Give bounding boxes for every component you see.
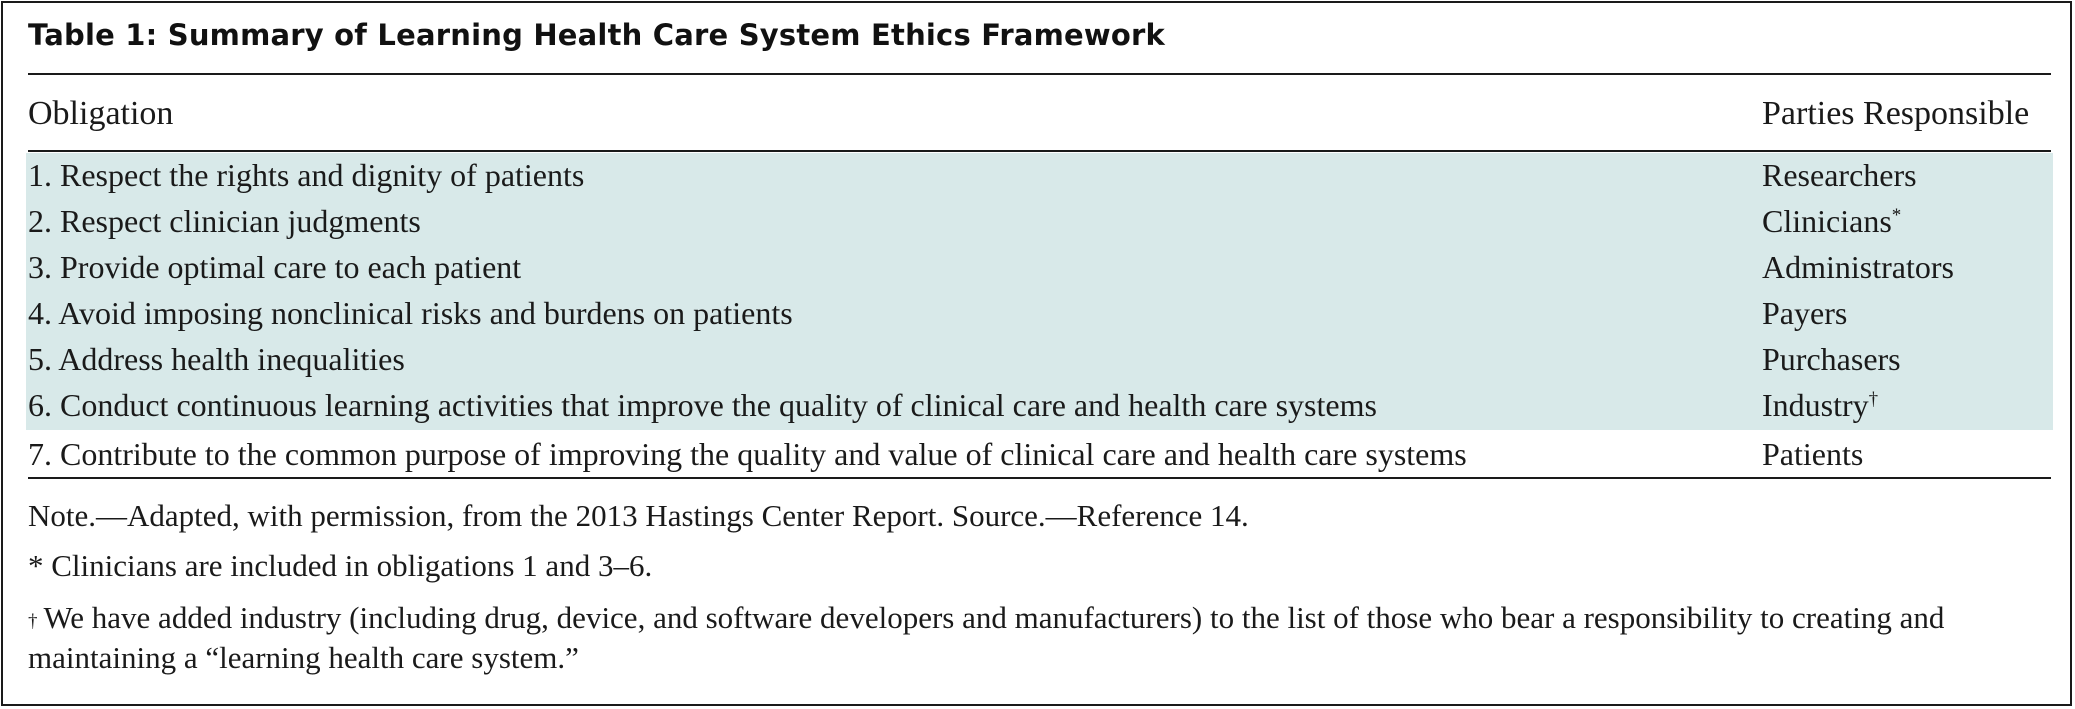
party-cell: Researchers [1762, 157, 1917, 193]
party-cell: Clinicians* [1762, 203, 1902, 239]
party-cell: Industry† [1762, 387, 1879, 423]
footnote-dagger-mark: † [28, 611, 38, 632]
table-row [28, 436, 2051, 482]
party-cell: Payers [1762, 295, 1848, 331]
obligation-cell: 5. Address health inequalities [28, 341, 405, 377]
table-title: Table 1: Summary of Learning Health Care System Ethics Framework [28, 18, 1166, 52]
footnote-mark: * [1891, 205, 1902, 226]
obligation-cell: 3. Provide optimal care to each patient [28, 249, 522, 285]
party-cell: Patients [1762, 436, 1864, 472]
footnote-industry: † We have added industry (including drug, device, and software developers and manufacturers) to the list of those who bear a responsibility to creating and maintaining a “learning health care system.” [28, 600, 1945, 675]
obligation-cell: 2. Respect clinician judgments [28, 203, 421, 239]
header-obligation: Obligation [28, 95, 174, 132]
table-row [28, 295, 2051, 341]
table-row [28, 387, 2051, 433]
table-row [28, 203, 2051, 249]
title-rule [28, 73, 2051, 75]
obligation-cell: 6. Conduct continuous learning activities that improve the quality of clinical care and health care systems [28, 387, 1377, 423]
obligation-cell: 7. Contribute to the common purpose of improving the quality and value of clinical care and health care systems [28, 436, 1467, 472]
header-parties-responsible: Parties Responsible [1762, 95, 2030, 132]
table-bottom-rule [28, 477, 2051, 479]
table-row [28, 157, 2051, 203]
table-row [28, 341, 2051, 387]
footnote-mark: † [1868, 389, 1879, 410]
obligation-cell: 4. Avoid imposing nonclinical risks and burdens on patients [28, 295, 793, 331]
party-cell: Administrators [1762, 249, 1954, 285]
table-note: Note.—Adapted, with permission, from the 2013 Hastings Center Report. Source.—Reference 14. [28, 498, 1249, 533]
table-row [28, 249, 2051, 295]
party-cell: Purchasers [1762, 341, 1901, 377]
header-rule [28, 150, 2051, 152]
obligation-cell: 1. Respect the rights and dignity of patients [28, 157, 585, 193]
footnote-clinicians: * Clinicians are included in obligations 1 and 3–6. [28, 548, 653, 583]
